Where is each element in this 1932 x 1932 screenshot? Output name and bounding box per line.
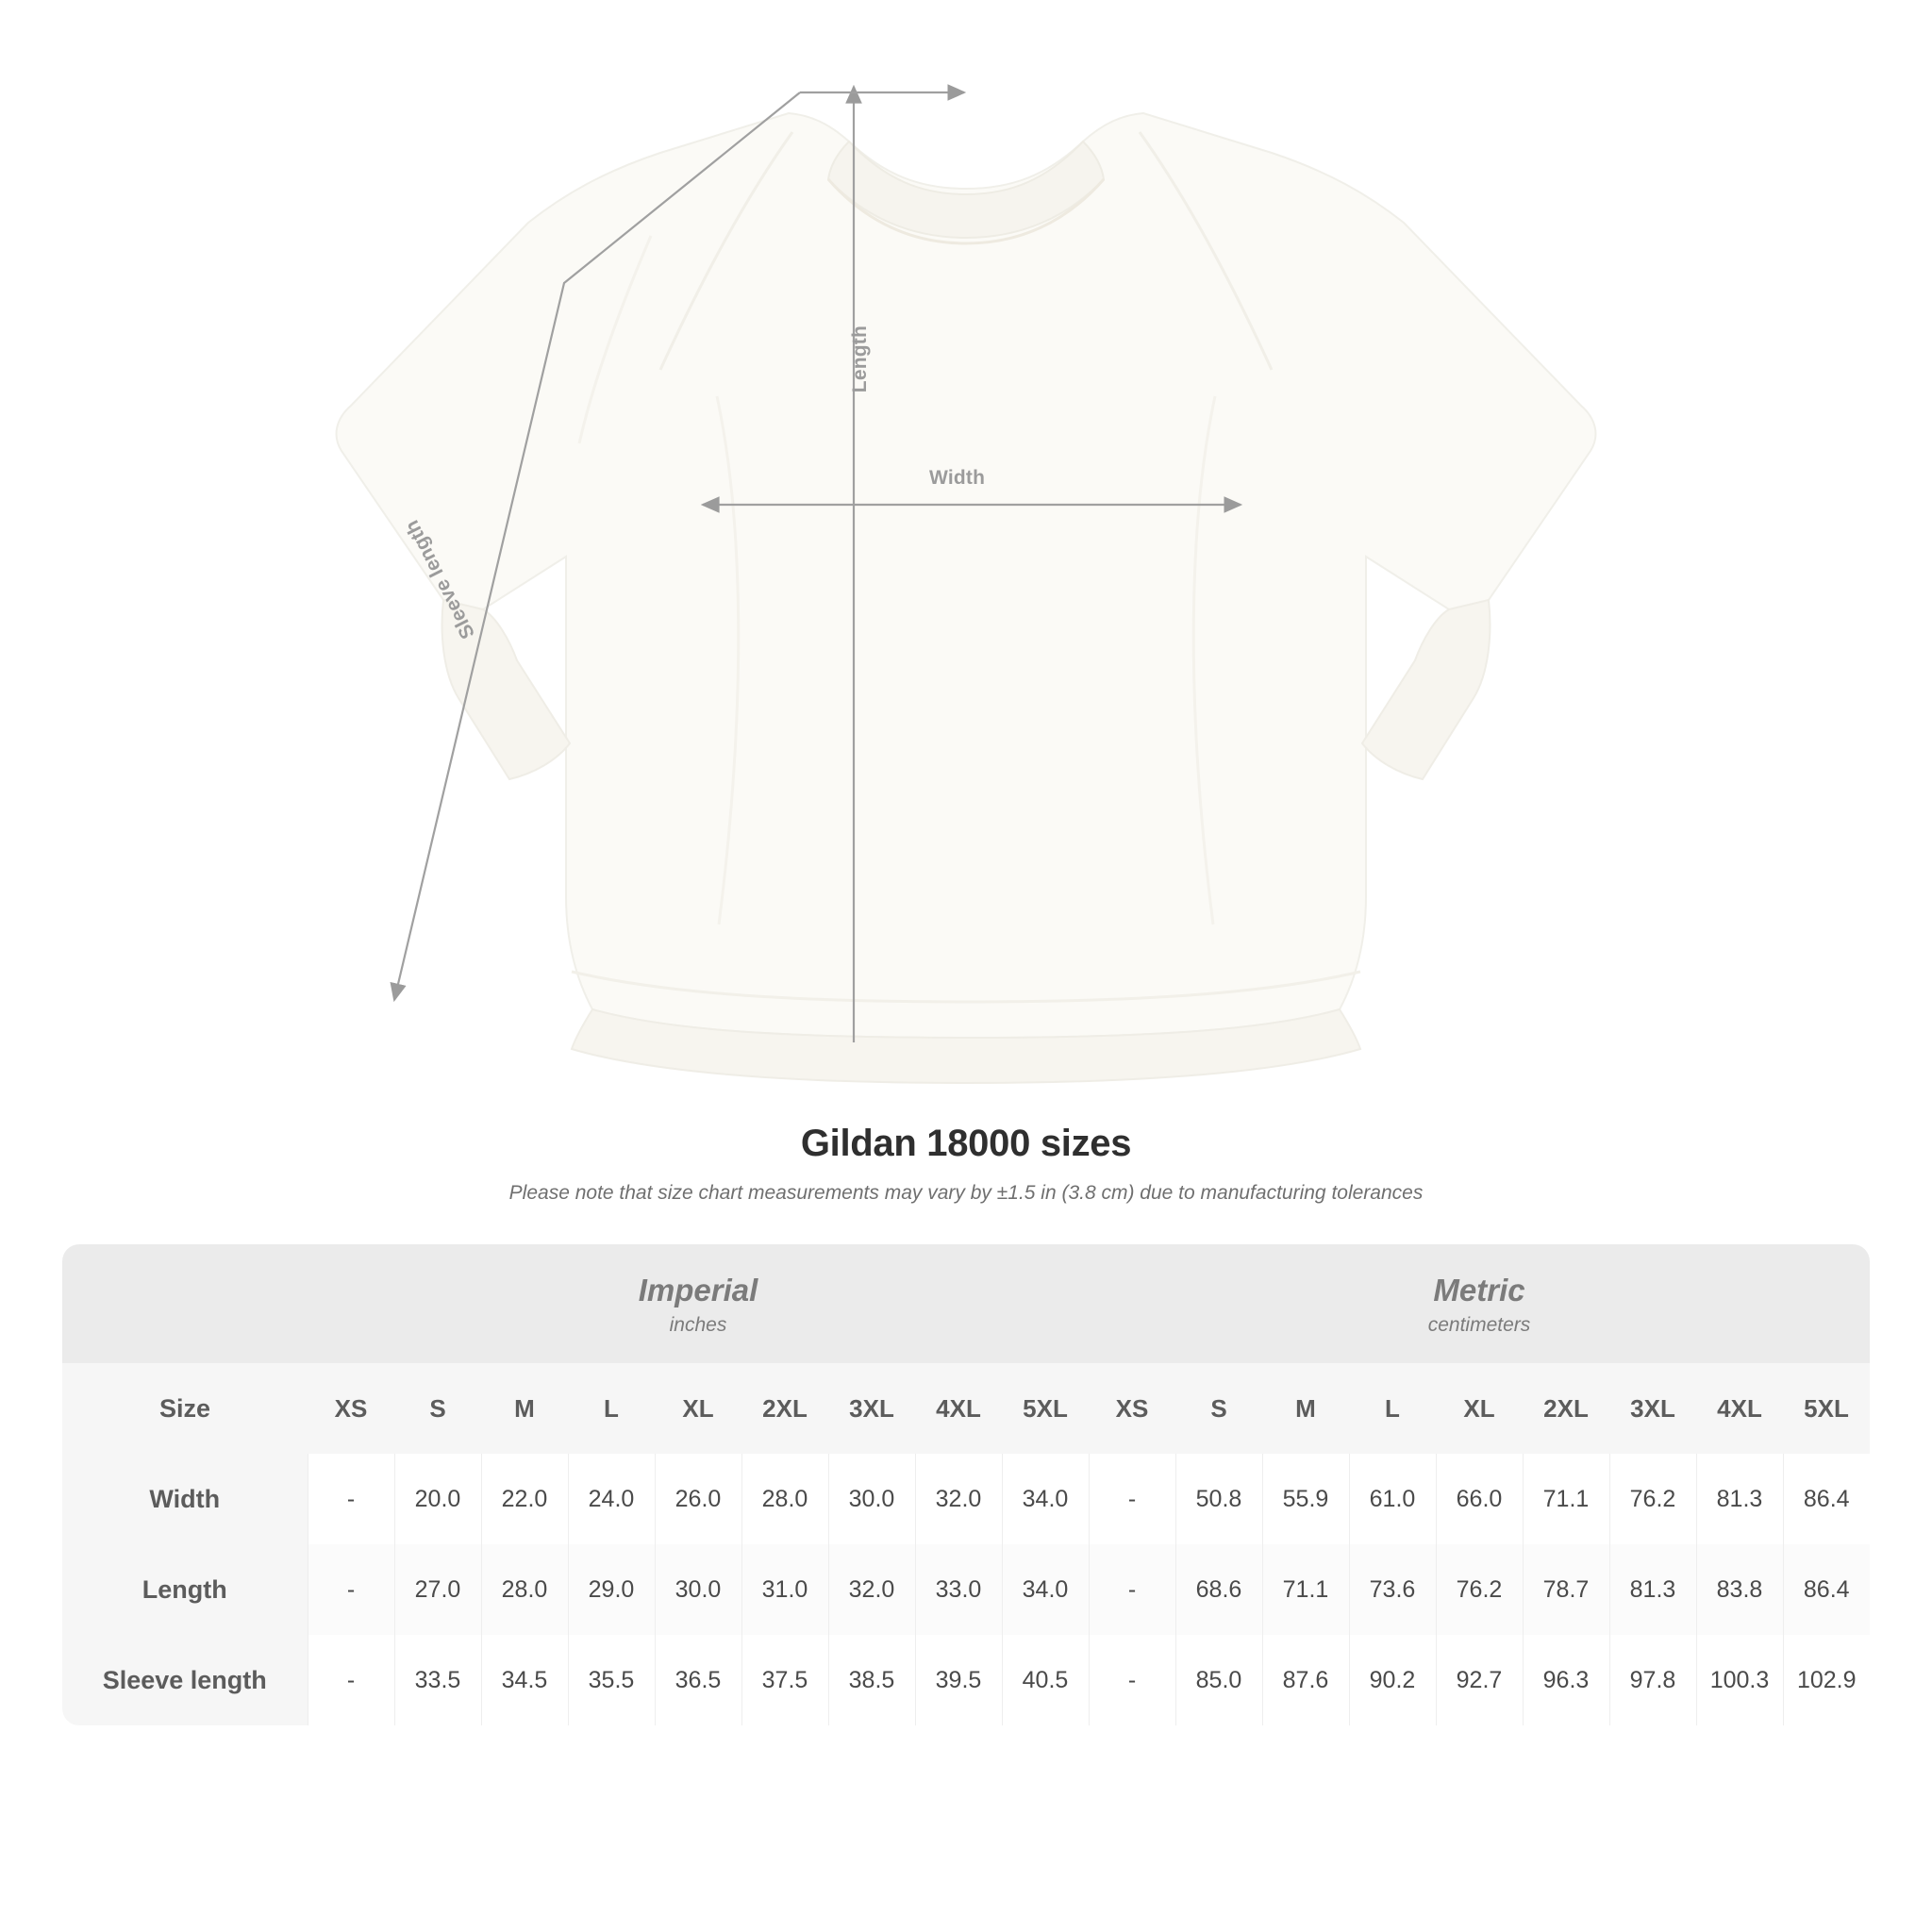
cell-width-l-cm: 61.0 — [1349, 1454, 1436, 1544]
cell-length-l-in: 29.0 — [568, 1544, 655, 1635]
width-dimension-label: Width — [929, 467, 986, 489]
cell-width-xl-cm: 66.0 — [1436, 1454, 1523, 1544]
unit-name-metric: Metric — [1433, 1273, 1525, 1307]
table-row — [62, 1635, 1870, 1725]
cell-length-xs-cm: - — [1089, 1544, 1175, 1635]
size-col-header: M — [1262, 1363, 1349, 1454]
size-table-wrapper — [62, 1244, 1870, 1725]
sweatshirt-shape — [337, 113, 1596, 1083]
size-col-header: S — [1175, 1363, 1262, 1454]
unit-header-corner — [62, 1244, 308, 1363]
cell-length-3xl-in: 32.0 — [828, 1544, 915, 1635]
cell-width-m-cm: 55.9 — [1262, 1454, 1349, 1544]
size-col-header: 4XL — [1696, 1363, 1783, 1454]
cell-length-xl-in: 30.0 — [655, 1544, 741, 1635]
size-col-header: XS — [308, 1363, 394, 1454]
cell-width-s-in: 20.0 — [394, 1454, 481, 1544]
size-col-header: L — [1349, 1363, 1436, 1454]
cell-width-s-cm: 50.8 — [1175, 1454, 1262, 1544]
unit-sub-imperial: inches — [669, 1314, 727, 1336]
size-col-header: 3XL — [828, 1363, 915, 1454]
row-label-width: Width — [62, 1454, 308, 1544]
cell-width-4xl-cm: 81.3 — [1696, 1454, 1783, 1544]
size-col-header: 4XL — [915, 1363, 1002, 1454]
cell-width-l-in: 24.0 — [568, 1454, 655, 1544]
cell-length-s-cm: 68.6 — [1175, 1544, 1262, 1635]
size-col-header: 3XL — [1609, 1363, 1696, 1454]
cell-width-3xl-in: 30.0 — [828, 1454, 915, 1544]
cell-length-4xl-cm: 83.8 — [1696, 1544, 1783, 1635]
cell-length-m-cm: 71.1 — [1262, 1544, 1349, 1635]
size-col-header: M — [481, 1363, 568, 1454]
size-col-header: L — [568, 1363, 655, 1454]
size-col-header: 5XL — [1002, 1363, 1089, 1454]
size-col-header: 2XL — [741, 1363, 828, 1454]
cell-length-2xl-cm: 78.7 — [1523, 1544, 1609, 1635]
unit-header-row — [62, 1244, 1870, 1363]
table-row — [62, 1454, 1870, 1544]
cell-width-m-in: 22.0 — [481, 1454, 568, 1544]
size-col-header: XS — [1089, 1363, 1175, 1454]
page-title: Gildan 18000 sizes — [800, 1123, 1132, 1164]
row-label-length: Length — [62, 1544, 308, 1635]
cell-width-2xl-cm: 71.1 — [1523, 1454, 1609, 1544]
unit-header-imperial — [308, 1244, 1089, 1363]
unit-header-metric — [1089, 1244, 1870, 1363]
size-col-header: XL — [1436, 1363, 1523, 1454]
size-col-header: 2XL — [1523, 1363, 1609, 1454]
cell-sleeve-2xl-cm: 96.3 — [1523, 1635, 1609, 1725]
cell-length-s-in: 27.0 — [394, 1544, 481, 1635]
row-label-sleeve-length: Sleeve length — [62, 1635, 308, 1725]
cell-sleeve-3xl-cm: 97.8 — [1609, 1635, 1696, 1725]
cell-width-2xl-in: 28.0 — [741, 1454, 828, 1544]
cell-length-m-in: 28.0 — [481, 1544, 568, 1635]
tolerance-note: Please note that size chart measurements may vary by ±1.5 in (3.8 cm) due to manufacturing tolerances — [508, 1182, 1424, 1204]
cell-length-5xl-cm: 86.4 — [1783, 1544, 1870, 1635]
cell-sleeve-3xl-in: 38.5 — [828, 1635, 915, 1725]
cell-length-5xl-in: 34.0 — [1002, 1544, 1089, 1635]
sleeve-length-dimension-label: Sleeve length — [400, 516, 480, 642]
cell-sleeve-xs-cm: - — [1089, 1635, 1175, 1725]
size-col-header: S — [394, 1363, 481, 1454]
cell-width-5xl-in: 34.0 — [1002, 1454, 1089, 1544]
cell-sleeve-xl-in: 36.5 — [655, 1635, 741, 1725]
cell-sleeve-4xl-in: 39.5 — [915, 1635, 1002, 1725]
cell-length-xl-cm: 76.2 — [1436, 1544, 1523, 1635]
cell-width-3xl-cm: 76.2 — [1609, 1454, 1696, 1544]
cell-sleeve-4xl-cm: 100.3 — [1696, 1635, 1783, 1725]
size-col-header: 5XL — [1783, 1363, 1870, 1454]
cell-sleeve-xl-cm: 92.7 — [1436, 1635, 1523, 1725]
table-row — [62, 1544, 1870, 1635]
cell-sleeve-2xl-in: 37.5 — [741, 1635, 828, 1725]
cell-sleeve-m-cm: 87.6 — [1262, 1635, 1349, 1725]
cell-sleeve-m-in: 34.5 — [481, 1635, 568, 1725]
cell-sleeve-xs-in: - — [308, 1635, 394, 1725]
length-dimension-label: Length — [849, 325, 871, 393]
cell-width-xs-cm: - — [1089, 1454, 1175, 1544]
cell-width-5xl-cm: 86.4 — [1783, 1454, 1870, 1544]
cell-length-2xl-in: 31.0 — [741, 1544, 828, 1635]
size-table — [62, 1244, 1870, 1725]
cell-sleeve-5xl-cm: 102.9 — [1783, 1635, 1870, 1725]
cell-length-3xl-cm: 81.3 — [1609, 1544, 1696, 1635]
cell-sleeve-5xl-in: 40.5 — [1002, 1635, 1089, 1725]
cell-length-4xl-in: 33.0 — [915, 1544, 1002, 1635]
title-block — [0, 1123, 1932, 1205]
cell-sleeve-l-in: 35.5 — [568, 1635, 655, 1725]
cell-sleeve-s-cm: 85.0 — [1175, 1635, 1262, 1725]
unit-sub-metric: centimeters — [1427, 1314, 1531, 1336]
cell-length-xs-in: - — [308, 1544, 394, 1635]
size-header-row — [62, 1363, 1870, 1454]
cell-sleeve-s-in: 33.5 — [394, 1635, 481, 1725]
cell-length-l-cm: 73.6 — [1349, 1544, 1436, 1635]
unit-name-imperial: Imperial — [638, 1273, 758, 1307]
size-col-header: XL — [655, 1363, 741, 1454]
cell-width-xs-in: - — [308, 1454, 394, 1544]
table-corner-label: Size — [62, 1363, 308, 1454]
cell-sleeve-l-cm: 90.2 — [1349, 1635, 1436, 1725]
cell-width-4xl-in: 32.0 — [915, 1454, 1002, 1544]
cell-width-xl-in: 26.0 — [655, 1454, 741, 1544]
